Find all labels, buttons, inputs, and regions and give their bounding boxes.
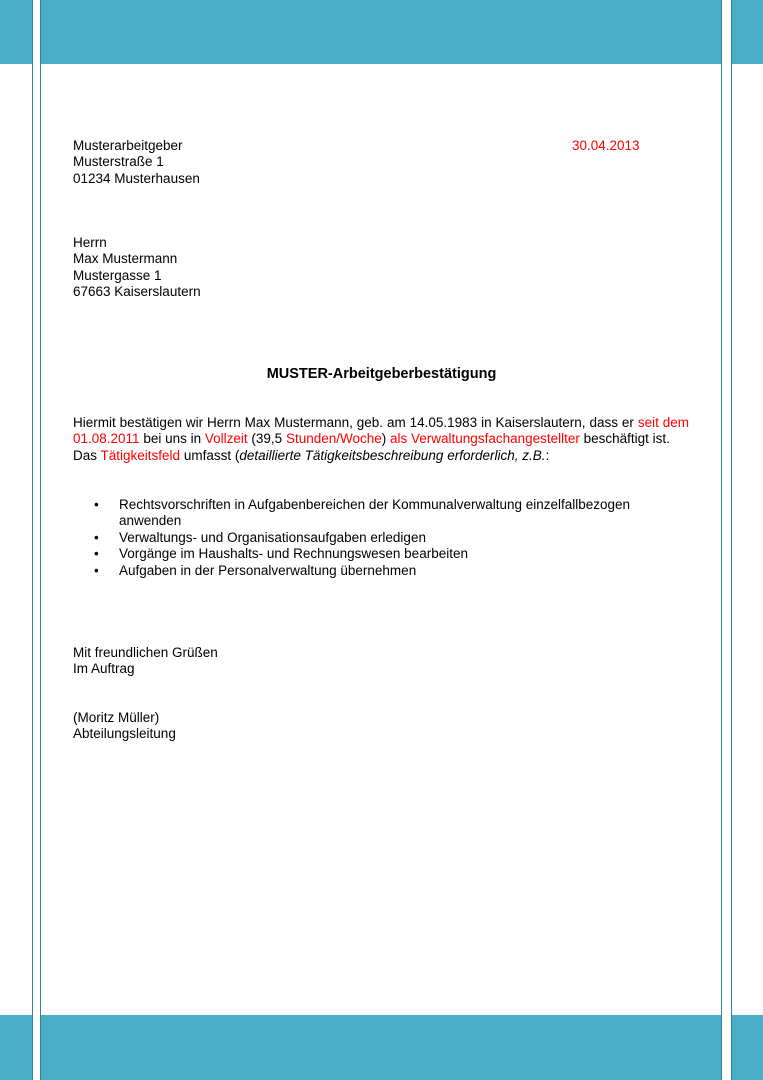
signer-role: Abteilungsleitung <box>73 726 176 742</box>
body-text: umfasst ( <box>180 447 240 463</box>
activity-field: Tätigkeitsfeld <box>100 447 181 463</box>
page-border-line <box>32 0 33 1080</box>
recipient-salutation: Herrn <box>73 235 107 250</box>
closing <box>73 645 218 678</box>
recipient-city: 67663 Kaiserslautern <box>73 284 201 300</box>
body-text: beschäftigt ist. <box>579 431 670 447</box>
body-text: bei uns in <box>139 431 205 447</box>
body-text: ) <box>381 431 391 447</box>
signature-block <box>73 710 176 743</box>
work-time: Vollzeit <box>204 431 248 447</box>
bullet-icon: • <box>94 562 99 578</box>
list-item: • Aufgaben in der Personalverwaltung übernehmen <box>94 562 417 578</box>
footer-band-left <box>0 1015 32 1080</box>
header-band <box>40 0 721 64</box>
sender-name: Musterarbeitgeber <box>73 138 183 153</box>
recipient-name: Max Mustermann <box>73 251 178 267</box>
document-title: MUSTER-Arbeitgeberbestätigung <box>266 366 497 382</box>
weekly-hours-unit: Stunden/Woche <box>285 431 382 447</box>
list-item: • Verwaltungs- und Organisationsaufgaben erledigen <box>94 529 426 545</box>
body-text: Das <box>73 447 101 463</box>
bullet-icon: • <box>94 497 99 512</box>
signer-name: (Moritz Müller) <box>73 710 160 725</box>
footer-band-right <box>731 1015 763 1080</box>
sender-city: 01234 Musterhausen <box>73 170 200 186</box>
body-field-line <box>73 448 689 464</box>
header-band-left <box>0 0 32 64</box>
sender-address <box>73 138 200 187</box>
sender-street: Musterstraße 1 <box>73 154 164 170</box>
letter-date: 30.04.2013 <box>572 138 640 153</box>
task-list <box>73 497 689 579</box>
bullet-icon: • <box>94 529 99 545</box>
page-border-line <box>721 0 722 1080</box>
recipient-address <box>73 235 201 301</box>
footer-band <box>40 1015 721 1080</box>
closing-greeting: Mit freundlichen Grüßen <box>73 645 218 660</box>
letter-body <box>73 415 689 464</box>
page-border-line <box>731 0 732 1080</box>
recipient-street: Mustergasse 1 <box>73 267 162 283</box>
body-text: (39,5 <box>247 431 286 447</box>
list-item: • Vorgänge im Haushalts- und Rechnungswesen bearbeiten <box>94 546 468 562</box>
page-border-line <box>40 0 41 1080</box>
employment-start: seit dem 01.08.2011 <box>73 415 689 447</box>
header-band-right <box>731 0 763 64</box>
bullet-icon: • <box>94 546 99 562</box>
body-text: : <box>545 447 550 463</box>
list-item: • Rechtsvorschriften in Aufgabenbereichen der Kommunalverwaltung einzelfallbezogen anwenden <box>94 497 631 529</box>
description-hint: detaillierte Tätigkeitsbeschreibung erforderlich, z.B. <box>239 447 546 463</box>
body-intro: Hiermit bestätigen wir Herrn Max Mustermann, geb. am 14.05.1983 in Kaiserslautern, dass er <box>73 415 638 430</box>
closing-on-behalf: Im Auftrag <box>73 661 135 677</box>
job-position: als Verwaltungsfachangestellter <box>390 431 580 447</box>
